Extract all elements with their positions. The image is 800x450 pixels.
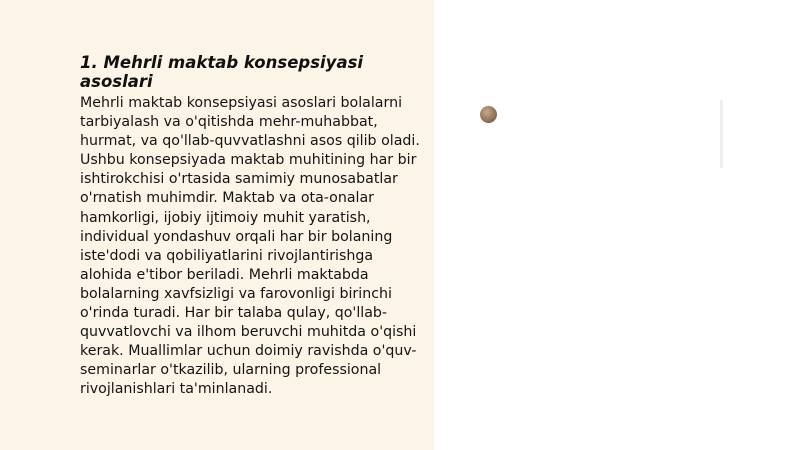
image-panel xyxy=(434,0,800,450)
slide-title: 1. Mehrli maktab konsepsiyasi asoslari xyxy=(80,53,364,91)
slide-body-text: Mehrli maktab konsepsiyasi asoslari bolalarni tarbiyalash va o'qitishda mehr-muhabbat, hurmat, va qo'llab-quvvatlashni asos qilib oladi. Ushbu konsepsiyada maktab muhitining har bir ishtirokchisi o'rtasida samimiy munosabatlar o'rnatish muhimdir. Maktab va ota-onalar hamkorligi, ijobiy ijtimoiy muhit yaratish, individual yondashuv orqali har bir bolaning iste'dodi va qobiliyatlarini rivojlantirishga alohida e'tibor beriladi. Mehrli maktabda bolalarning xavfsizligi va farovonligi birinchi o'rinda turadi. Har bir talaba qulay, qo'llab-quvvatlovchi va ilhom beruvchi muhitda o'qishi kerak. Muallimlar uchun doimiy ravishda o'quv-seminarlar o'tkazilib, ularning professional rivojlanishlari ta'minlanadi. xyxy=(80,95,420,398)
avatar xyxy=(480,106,497,123)
scrollbar xyxy=(720,100,723,168)
chat-illustration xyxy=(480,106,570,168)
